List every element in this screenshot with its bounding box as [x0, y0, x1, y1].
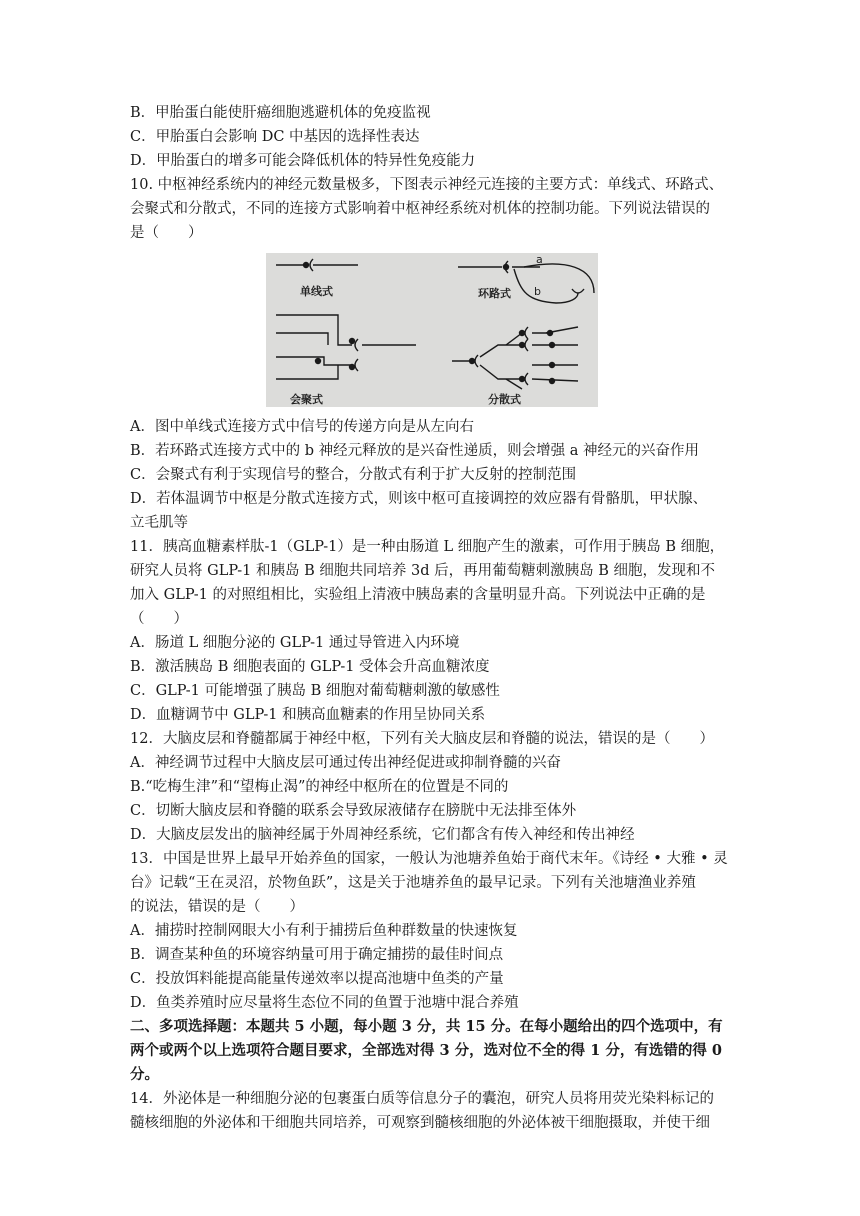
q11-stem-line: （ ） [130, 611, 188, 627]
neuron-connection-figure [266, 253, 598, 407]
q10-stem-line: 10. 中枢神经系统内的神经元数量极多，下图表示神经元连接的主要方式：单线式、环路式、 [130, 177, 724, 193]
q11-stem-line: 加入 GLP-1 的对照组相比，实验组上清液中胰岛素的含量明显升高。下列说法中正确的是 [130, 587, 706, 603]
label-convergent: 会聚式 [290, 393, 323, 406]
neuron-diagram [266, 253, 598, 407]
label-divergent: 分散式 [488, 393, 521, 406]
section-heading: 二、多项选择题：本题共 5 小题，每小题 3 分，共 15 分。在每小题给出的四个选项中，有 [130, 1018, 723, 1035]
q11-option-b: B．激活胰岛 B 细胞表面的 GLP-1 受体会升高血糖浓度 [130, 659, 490, 675]
q13-option-d: D．鱼类养殖时应尽量将生态位不同的鱼置于池塘中混合养殖 [130, 995, 519, 1011]
q11-option-c: C．GLP-1 可能增强了胰岛 B 细胞对葡萄糖刺激的敏感性 [130, 683, 500, 699]
page-content [130, 101, 742, 1135]
q12-option-a: A．神经调节过程中大脑皮层可通过传出神经促进或抑制脊髓的兴奋 [130, 755, 561, 771]
q10-option-a: A．图中单线式连接方式中信号的传递方向是从左向右 [130, 419, 474, 435]
q10-option-d-cont: 立毛肌等 [130, 515, 188, 531]
q13-stem-line: 台》记载“王在灵沼，於物鱼跃”，这是关于池塘养鱼的最早记录。下列有关池塘渔业养殖 [130, 875, 696, 891]
q13-option-b: B．调查某种鱼的环境容纳量可用于确定捕捞的最佳时间点 [130, 947, 504, 963]
label-neuron-a: a [536, 253, 543, 266]
q11-stem-line: 研究人员将 GLP-1 和胰岛 B 细胞共同培养 3d 后，再用葡萄糖刺激胰岛 B 细胞，发现和不 [130, 563, 715, 579]
label-loop: 环路式 [478, 287, 511, 300]
section-heading-cont: 分。 [130, 1066, 159, 1083]
q10-stem-line: 会聚式和分散式，不同的连接方式影响着中枢神经系统对机体的控制功能。下列说法错误的 [130, 201, 710, 217]
q9-option-b: B．甲胎蛋白能使肝癌细胞逃避机体的免疫监视 [130, 105, 431, 121]
q10-option-d: D．若体温调节中枢是分散式连接方式，则该中枢可直接调控的效应器有骨骼肌，甲状腺、 [130, 491, 708, 507]
q10-option-b: B．若环路式连接方式中的 b 神经元释放的是兴奋性递质，则会增强 a 神经元的兴奋作用 [130, 443, 700, 459]
q9-option-d: D．甲胎蛋白的增多可能会降低机体的特异性免疫能力 [130, 153, 476, 169]
q12-option-b: B.“吃梅生津”和“望梅止渴”的神经中枢所在的位置是不同的 [130, 779, 509, 795]
q13-stem-line: 的说法，错误的是（ ） [130, 899, 304, 915]
q12-option-d: D．大脑皮层发出的脑神经属于外周神经系统，它们都含有传入神经和传出神经 [130, 827, 635, 843]
label-neuron-b: b [534, 285, 541, 298]
label-single-line: 单线式 [300, 285, 333, 298]
q13-stem-line: 13．中国是世界上最早开始养鱼的国家，一般认为池塘养鱼始于商代末年。《诗经 • 大雅 • 灵 [130, 851, 728, 867]
q12-option-c: C．切断大脑皮层和脊髓的联系会导致尿液储存在膀胱中无法排至体外 [130, 803, 577, 819]
q12-stem-line: 12．大脑皮层和脊髓都属于神经中枢，下列有关大脑皮层和脊髓的说法，错误的是（ ） [130, 731, 714, 747]
q11-option-a: A．肠道 L 细胞分泌的 GLP-1 通过导管进入内环境 [130, 635, 460, 651]
q11-stem-line: 11．胰高血糖素样肽-1（GLP-1）是一种由肠道 L 细胞产生的激素，可作用于胰岛 B 细胞， [130, 539, 725, 555]
q13-option-a: A．捕捞时控制网眼大小有利于捕捞后鱼种群数量的快速恢复 [130, 923, 518, 939]
q14-stem-line: 14．外泌体是一种细胞分泌的包裹蛋白质等信息分子的囊泡，研究人员将用荧光染料标记的 [130, 1091, 714, 1107]
q13-option-c: C．投放饵料能提高能量传递效率以提高池塘中鱼类的产量 [130, 971, 504, 987]
section-heading-cont: 两个或两个以上选项符合题目要求，全部选对得 3 分，选对位不全的得 1 分，有选错的得 0 [130, 1042, 723, 1059]
q9-option-c: C．甲胎蛋白会影响 DC 中基因的选择性表达 [130, 129, 420, 145]
q11-option-d: D．血糖调节中 GLP-1 和胰高血糖素的作用呈协同关系 [130, 707, 486, 723]
q10-stem-line: 是（ ） [130, 225, 203, 241]
q10-option-c: C．会聚式有利于实现信号的整合，分散式有利于扩大反射的控制范围 [130, 467, 577, 483]
q14-stem-line: 髓核细胞的外泌体和干细胞共同培养，可观察到髓核细胞的外泌体被干细胞摄取，并使干细 [130, 1115, 710, 1131]
